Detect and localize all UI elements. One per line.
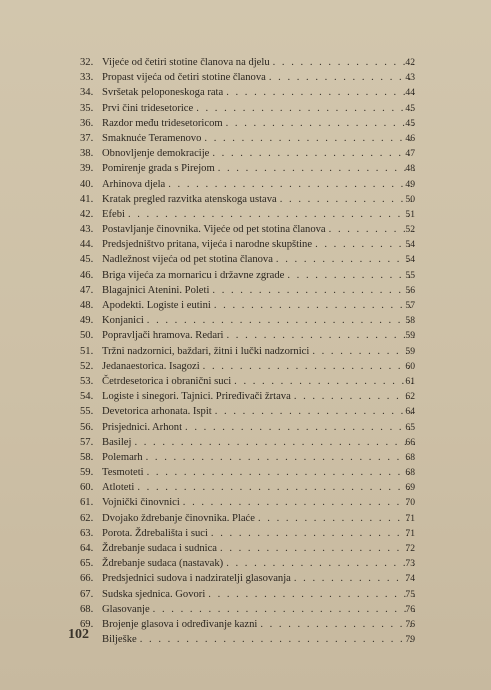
entry-title: Jedanaestorica. Isagozi bbox=[102, 360, 200, 372]
entry-page-number: 76 bbox=[405, 603, 415, 615]
entry-title: Kratak pregled razvitka atenskoga ustava bbox=[102, 193, 277, 205]
entry-title: Glasovanje bbox=[102, 603, 150, 615]
entry-number: 51. bbox=[80, 345, 94, 357]
entry-number: 43. bbox=[80, 224, 94, 236]
entry-page-number: 48 bbox=[405, 163, 415, 175]
entry-page-number: 64 bbox=[405, 406, 415, 418]
dot-leader bbox=[150, 602, 415, 617]
entry-number: 37. bbox=[80, 132, 94, 144]
toc-entry bbox=[80, 404, 415, 419]
entry-number: 41. bbox=[80, 193, 94, 205]
entry-title: Ždrebanje sudaca (nastavak) bbox=[102, 558, 224, 570]
page-number: 102 bbox=[68, 627, 89, 642]
toc-entry bbox=[80, 85, 415, 100]
toc-entry bbox=[80, 571, 415, 586]
entry-number: 44. bbox=[80, 239, 94, 251]
toc-entry bbox=[80, 495, 415, 510]
entry-page-number: 74 bbox=[405, 573, 415, 585]
toc-entry bbox=[80, 146, 415, 161]
entry-title: Prisjednici. Arhont bbox=[102, 421, 183, 433]
entry-title: Propast vijeća od četiri stotine članova bbox=[102, 72, 266, 84]
entry-title: Apodekti. Logiste i eutini bbox=[102, 300, 211, 311]
entry-title: Dvojako ždrebanje činovnika. Plaće bbox=[102, 512, 255, 524]
entry-page-number: 55 bbox=[405, 269, 415, 281]
dot-leader bbox=[255, 511, 415, 526]
entry-number: 56. bbox=[80, 421, 94, 433]
entry-title: Bilješke bbox=[102, 634, 137, 646]
entry-number: 47. bbox=[80, 284, 94, 296]
entry-page-number: 45 bbox=[405, 102, 415, 114]
toc-entry bbox=[80, 587, 415, 602]
entry-title: Efebi bbox=[102, 208, 125, 220]
dot-leader bbox=[134, 480, 415, 495]
toc-entry bbox=[80, 237, 415, 252]
toc-entry bbox=[80, 222, 415, 237]
toc-entry bbox=[80, 177, 415, 192]
toc-entry bbox=[80, 70, 415, 85]
toc-entry bbox=[80, 55, 415, 70]
entry-number: 45. bbox=[80, 254, 94, 266]
dot-leader bbox=[212, 404, 415, 419]
entry-title: Postavljanje činovnika. Vijeće od pet stotina članova bbox=[102, 224, 326, 236]
dot-leader bbox=[137, 632, 415, 647]
dot-leader bbox=[201, 131, 415, 146]
entry-page-number: 59 bbox=[405, 345, 415, 357]
toc-entry bbox=[80, 632, 415, 647]
entry-title: Blagajnici Atenini. Poleti bbox=[102, 284, 210, 296]
dot-leader bbox=[223, 556, 415, 571]
entry-page-number: 52 bbox=[405, 224, 415, 236]
entry-number: 54. bbox=[80, 391, 94, 403]
entry-number: 49. bbox=[80, 315, 94, 327]
toc-entry bbox=[80, 480, 415, 495]
entry-page-number: 73 bbox=[405, 558, 415, 570]
entry-title: Atloteti bbox=[102, 482, 135, 494]
dot-leader bbox=[125, 207, 415, 222]
entry-page-number: 54 bbox=[405, 239, 415, 251]
dot-leader bbox=[143, 450, 415, 465]
entry-number: 59. bbox=[80, 467, 94, 479]
entry-number: 63. bbox=[80, 527, 94, 539]
entry-page-number: 46 bbox=[405, 132, 415, 144]
toc-entry bbox=[80, 192, 415, 207]
toc-entry bbox=[80, 161, 415, 176]
toc-entry bbox=[80, 207, 415, 222]
dot-leader bbox=[182, 420, 415, 435]
entry-page-number: 62 bbox=[405, 391, 415, 403]
toc-entry bbox=[80, 511, 415, 526]
entry-title: Svršetak peloponeskoga rata bbox=[102, 87, 224, 99]
toc-entry bbox=[80, 435, 415, 450]
toc-entry bbox=[80, 374, 415, 389]
toc-entry bbox=[80, 328, 415, 343]
entry-title: Prvi čini tridesetorice bbox=[102, 102, 194, 114]
dot-leader bbox=[209, 283, 415, 298]
entry-number: 50. bbox=[80, 330, 94, 342]
entry-number: 64. bbox=[80, 543, 94, 554]
entry-number: 34. bbox=[80, 87, 94, 99]
entry-title: Arhinova djela bbox=[102, 178, 166, 190]
entry-title: Obnovljenje demokracije bbox=[102, 148, 210, 160]
dot-leader bbox=[144, 313, 415, 328]
entry-page-number: 66 bbox=[405, 436, 415, 448]
entry-page-number: 76 bbox=[405, 618, 415, 630]
dot-leader bbox=[165, 177, 415, 192]
entry-number: 55. bbox=[80, 406, 94, 418]
entry-page-number: 51 bbox=[405, 208, 415, 220]
entry-number: 58. bbox=[80, 451, 94, 463]
dot-leader bbox=[231, 374, 415, 389]
toc-entry bbox=[80, 131, 415, 146]
entry-page-number: 44 bbox=[405, 87, 415, 99]
dot-leader bbox=[273, 252, 415, 267]
dot-leader bbox=[270, 55, 415, 70]
entry-number: 35. bbox=[80, 102, 94, 114]
toc-entry bbox=[80, 556, 415, 571]
entry-title: Briga vijeća za mornaricu i državne zgrade bbox=[102, 269, 285, 281]
toc-entry bbox=[80, 313, 415, 328]
dot-leader bbox=[131, 435, 415, 450]
entry-title: Nadležnost vijeća od pet stotina članova bbox=[102, 254, 273, 266]
toc-entry bbox=[80, 252, 415, 267]
entry-page-number: 50 bbox=[405, 193, 415, 205]
table-of-contents bbox=[80, 55, 415, 647]
dot-leader bbox=[223, 85, 415, 100]
toc-entry bbox=[80, 617, 415, 632]
entry-number: 33. bbox=[80, 72, 94, 84]
entry-title: Ždrebanje sudaca i sudnica bbox=[102, 543, 218, 554]
toc-entry bbox=[80, 389, 415, 404]
entry-number: 39. bbox=[80, 163, 94, 175]
entry-number: 62. bbox=[80, 512, 94, 524]
entry-number: 48. bbox=[80, 300, 94, 311]
toc-entry bbox=[80, 526, 415, 541]
toc-entry bbox=[80, 268, 415, 283]
dot-leader bbox=[257, 617, 415, 632]
toc-entry bbox=[80, 101, 415, 116]
entry-title: Razdor među tridesetoricom bbox=[102, 117, 223, 129]
entry-title: Konjanici bbox=[102, 315, 144, 327]
entry-title: Predsjedništvo pritana, vijeća i narodne skupštine bbox=[102, 239, 313, 251]
entry-page-number: 43 bbox=[405, 72, 415, 84]
dot-leader bbox=[223, 116, 415, 131]
toc-entry bbox=[80, 465, 415, 480]
dot-leader bbox=[211, 298, 415, 313]
toc-entry bbox=[80, 344, 415, 359]
entry-number: 67. bbox=[80, 588, 94, 600]
dot-leader bbox=[224, 328, 416, 343]
entry-page-number: 68 bbox=[405, 467, 415, 479]
entry-title: Basilej bbox=[102, 436, 132, 448]
entry-page-number: 70 bbox=[405, 497, 415, 509]
entry-number: 38. bbox=[80, 148, 94, 160]
entry-title: Vijeće od četiri stotine članova na djelu bbox=[102, 57, 270, 68]
entry-title: Popravljači hramova. Redari bbox=[102, 330, 224, 342]
entry-page-number: 69 bbox=[405, 482, 415, 494]
entry-number: 40. bbox=[80, 178, 94, 190]
toc-entry bbox=[80, 359, 415, 374]
entry-number: 68. bbox=[80, 603, 94, 615]
entry-page-number: 49 bbox=[405, 178, 415, 190]
toc-entry bbox=[80, 420, 415, 435]
entry-page-number: 56 bbox=[405, 284, 415, 296]
dot-leader bbox=[217, 541, 415, 556]
entry-page-number: 72 bbox=[405, 543, 415, 554]
entry-title: Predsjednici sudova i nadziratelji glasovanja bbox=[102, 573, 291, 585]
entry-title: Pomirenje grada s Pirejom bbox=[102, 163, 215, 175]
entry-page-number: 57 bbox=[405, 300, 415, 311]
dot-leader bbox=[200, 359, 415, 374]
dot-leader bbox=[215, 161, 415, 176]
entry-number: 42. bbox=[80, 208, 94, 220]
entry-number: 65. bbox=[80, 558, 94, 570]
entry-page-number: 45 bbox=[405, 117, 415, 129]
entry-title: Četrdesetorica i obranični suci bbox=[102, 375, 232, 387]
entry-number: 61. bbox=[80, 497, 94, 509]
entry-title: Tržni nadzornici, baždari, žitni i lučki nadzornici bbox=[102, 345, 310, 357]
entry-number: 69. bbox=[80, 618, 94, 630]
toc-entry bbox=[80, 298, 415, 313]
entry-page-number: 75 bbox=[405, 588, 415, 600]
entry-page-number: 60 bbox=[405, 360, 415, 372]
toc-entry bbox=[80, 450, 415, 465]
toc-entry bbox=[80, 116, 415, 131]
entry-page-number: 79 bbox=[405, 634, 415, 646]
entry-title: Brojenje glasova i određivanje kazni bbox=[102, 618, 258, 630]
toc-entry bbox=[80, 602, 415, 617]
entry-title: Smaknuće Teramenovo bbox=[102, 132, 202, 144]
entry-page-number: 61 bbox=[405, 375, 415, 387]
toc-entry bbox=[80, 283, 415, 298]
entry-number: 60. bbox=[80, 482, 94, 494]
dot-leader bbox=[209, 146, 415, 161]
entry-page-number: 71 bbox=[405, 512, 415, 524]
entry-number: 66. bbox=[80, 573, 94, 585]
entry-number: 53. bbox=[80, 375, 94, 387]
dot-leader bbox=[266, 70, 415, 85]
dot-leader bbox=[180, 495, 415, 510]
entry-title: Vojnički činovnici bbox=[102, 497, 180, 509]
toc-entry bbox=[80, 541, 415, 556]
entry-title: Logiste i sinegori. Tajnici. Priređivači žrtava bbox=[102, 391, 291, 403]
entry-number: 52. bbox=[80, 360, 94, 372]
entry-title: Polemarh bbox=[102, 451, 143, 463]
entry-title: Devetorica arhonata. Ispit bbox=[102, 406, 212, 418]
entry-number: 36. bbox=[80, 117, 94, 129]
dot-leader bbox=[208, 526, 415, 541]
dot-leader bbox=[144, 465, 415, 480]
dot-leader bbox=[205, 587, 415, 602]
entry-page-number: 54 bbox=[405, 254, 415, 266]
entry-page-number: 42 bbox=[405, 57, 415, 68]
entry-page-number: 58 bbox=[405, 315, 415, 327]
entry-page-number: 47 bbox=[405, 148, 415, 160]
dot-leader bbox=[193, 101, 415, 116]
entry-page-number: 59 bbox=[405, 330, 415, 342]
entry-number: 32. bbox=[80, 57, 94, 68]
entry-number: 57. bbox=[80, 436, 94, 448]
entry-number: 46. bbox=[80, 269, 94, 281]
entry-page-number: 65 bbox=[405, 421, 415, 433]
entry-page-number: 68 bbox=[405, 451, 415, 463]
entry-title: Porota. Ždrebališta i suci bbox=[102, 527, 208, 539]
entry-title: Tesmoteti bbox=[102, 467, 144, 479]
entry-page-number: 71 bbox=[405, 527, 415, 539]
entry-title: Sudska sjednica. Govori bbox=[102, 588, 206, 600]
